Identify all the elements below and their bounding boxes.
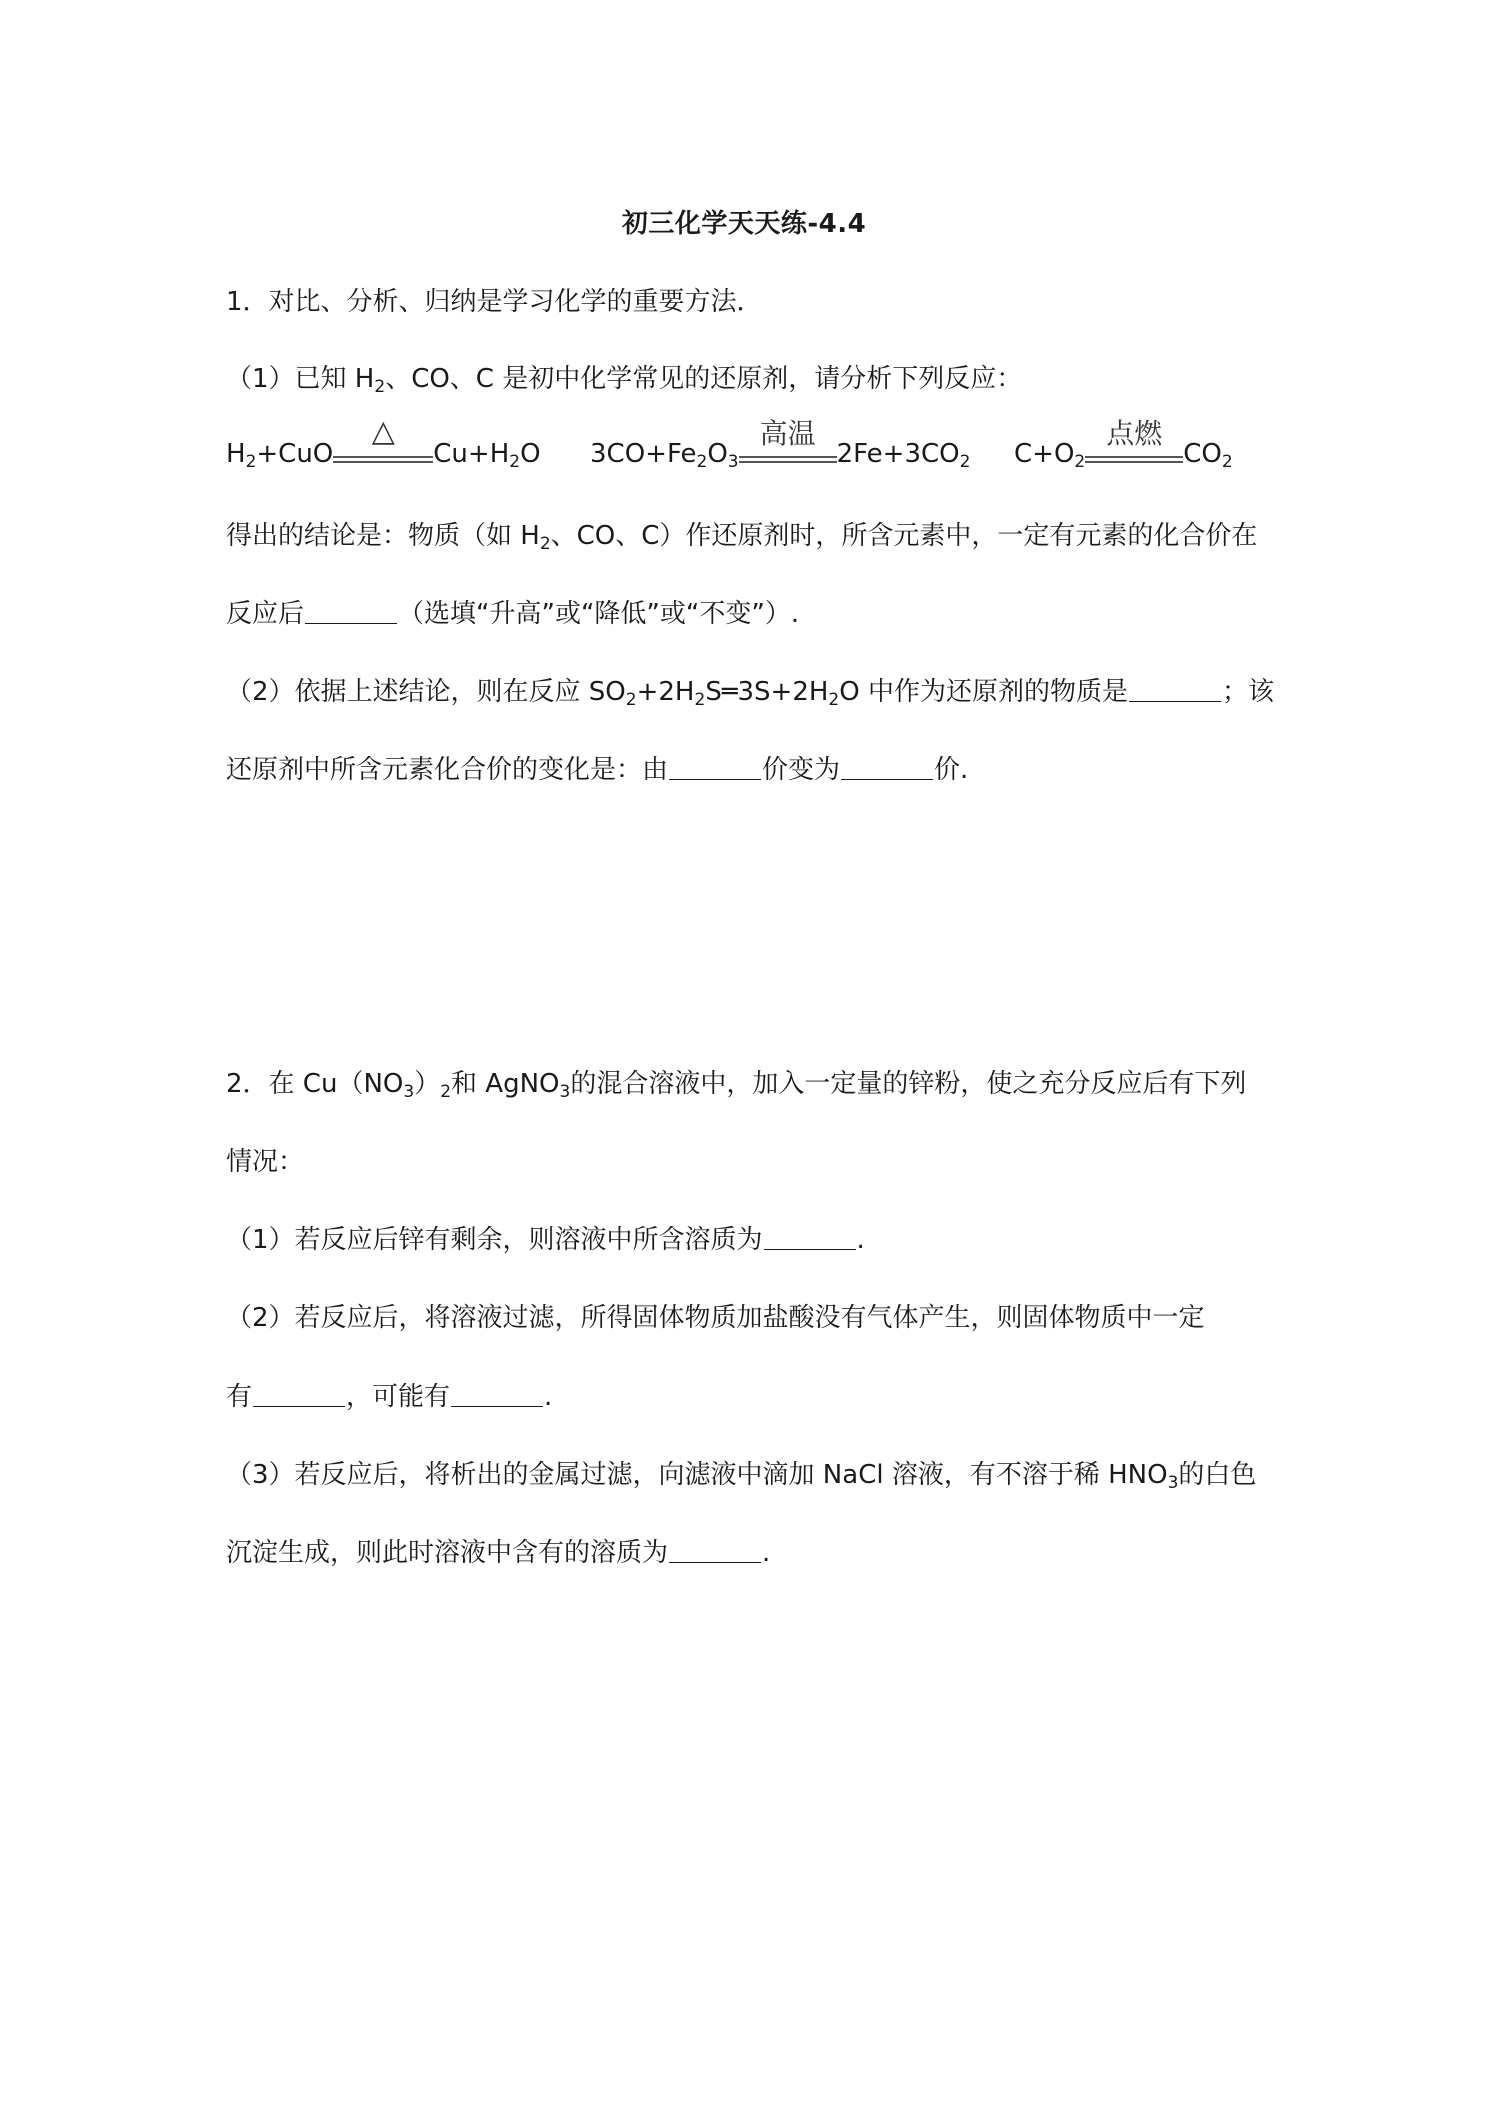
q2-part3-line2: 沉淀生成，则此时溶液中含有的溶质为 . (226, 1538, 771, 1568)
q2-part2-line1: （2）若反应后，将溶液过滤，所得固体物质加盐酸没有气体产生，则固体物质中一定 (226, 1303, 1205, 1333)
q2-part3-line1: （3）若反应后，将析出的金属过滤，向滤液中滴加 NaCl 溶液，有不溶于稀 $HNO_3$的白色 (226, 1460, 1257, 1493)
answer-blank[interactable] (1129, 675, 1221, 702)
reaction-condition: △ (333, 434, 433, 474)
q1-part1: （1）已知 $H_2$、CO、C 是初中化学常见的还原剂，请分析下列反应： (226, 364, 1023, 397)
answer-blank[interactable] (305, 597, 397, 624)
q2-intro-line2: 情况： (226, 1147, 305, 1177)
q1-intro: 1．对比、分析、归纳是学习化学的重要方法． (226, 287, 763, 317)
q2-part2-line2: 有 ，可能有 . (226, 1382, 553, 1412)
answer-blank[interactable] (764, 1223, 856, 1250)
answer-blank[interactable] (841, 753, 933, 780)
q1-conclusion-line2: 反应后 （选填“升高”或“降低”或“不变”）. (226, 599, 800, 629)
answer-blank[interactable] (451, 1380, 543, 1407)
page-title: 初三化学天天练-4.4 (621, 209, 867, 239)
answer-blank[interactable] (253, 1380, 345, 1407)
q2-intro-line1: 2．在 $Cu(NO_3)_2$和 AgNO$_3$的混合溶液中，加入一定量的锌粉，使之充分反应后有下列 (226, 1069, 1247, 1102)
equation-1: $H_2+CuO$ △ $Cu+H_2O$ (226, 414, 541, 472)
q1-conclusion-line1: 得出的结论是：物质（如 $H_2$、CO、C）作还原剂时，所含元素中，一定有元素的化合价在 (226, 521, 1258, 554)
equation-2: $3CO+Fe_2O_3$ 高温 $2Fe+3CO_2$ (590, 417, 971, 472)
q1-part2-line2: 还原剂中所含元素化合价的变化是：由 价变为 价. (226, 755, 969, 785)
reaction-condition: 高温 (739, 434, 837, 474)
answer-blank[interactable] (669, 1536, 761, 1563)
q2-part1: （1）若反应后锌有剩余，则溶液中所含溶质为 . (226, 1225, 865, 1255)
answer-blank[interactable] (669, 753, 761, 780)
q1-part2-line1: （2）依据上述结论，则在反应 $SO_2+2H_2S═3S+2H_2O$ 中作为还原剂的物质是 ；该 (226, 677, 1274, 710)
reaction-condition: 点燃 (1085, 434, 1183, 474)
equation-3: $C+O_2$ 点燃 $CO_2$ (1014, 417, 1233, 472)
